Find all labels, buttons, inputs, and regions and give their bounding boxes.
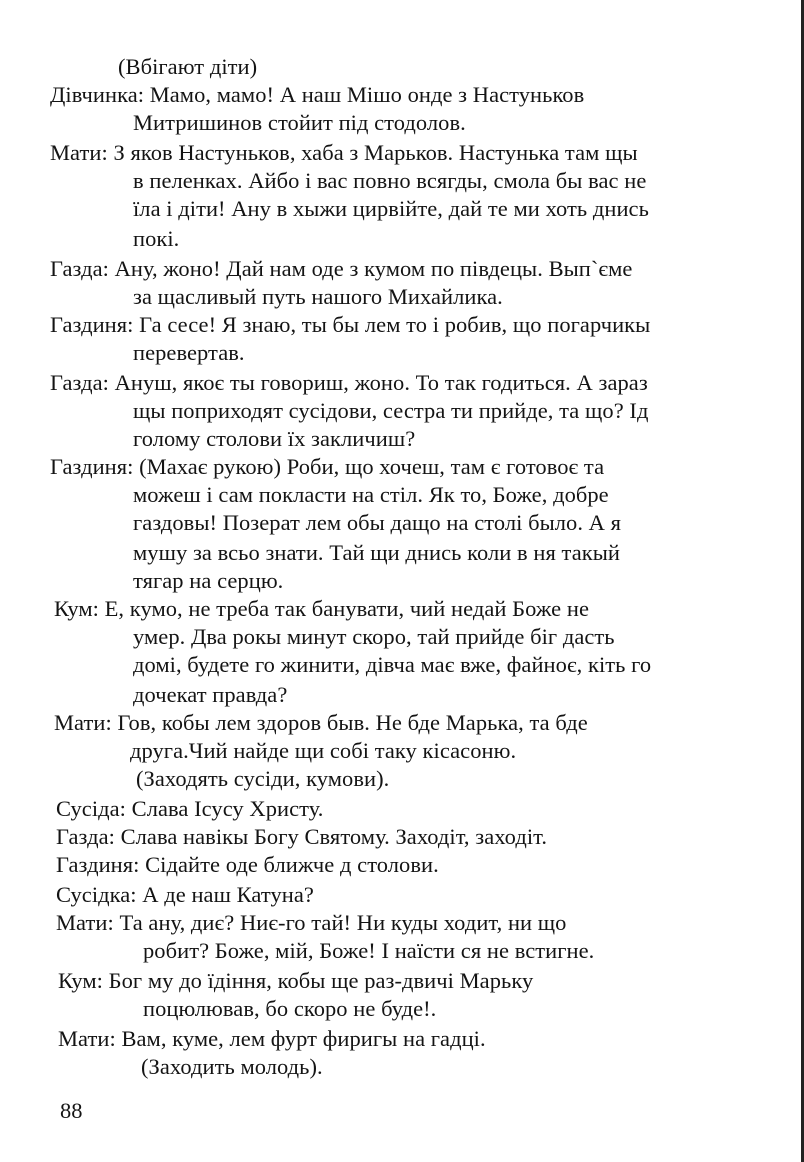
dialogue-line: Газда: Ану, жоно! Дай нам оде з кумом по півдецы. Вып`єме [50,256,633,281]
dialogue-line: мушу за всьо знати. Тай щи днись коли в ня такый [133,540,620,565]
dialogue-line: Митришинов стойит під стодолов. [133,110,466,135]
dialogue-line: щы поприходят сусідови, сестра ти прийде, та що? Ід [133,398,649,423]
dialogue-line: поцюлював, бо скоро не буде!. [143,996,437,1021]
stage-direction: (Заходить молодь). [141,1054,323,1079]
page-number: 88 [60,1098,83,1123]
dialogue-line: голому столови їх закличиш? [133,426,416,451]
dialogue-line: Дівчинка: Мамо, мамо! А наш Мішо онде з Настуньков [50,82,585,107]
dialogue-line: друга.Чий найде щи собі таку кісасоню. [130,738,517,763]
dialogue-line: Газдиня: Га сесе! Я знаю, ты бы лем то і робив, що погарчикы [50,312,651,337]
dialogue-line: Кум: Е, кумо, не треба так банувати, чий недай Боже не [54,596,590,621]
dialogue-line: в пеленках. Айбо і вас повно всягды, смола бы вас не [133,168,647,193]
dialogue-line: Газдиня: Сідайте оде ближче д столови. [56,852,439,877]
dialogue-line: умер. Два рокы минут скоро, тай прийде біг дасть [133,624,615,649]
stage-direction: (Вбігают діти) [118,54,258,79]
dialogue-line: Сусідка: А де наш Катуна? [56,882,314,907]
dialogue-line: можеш і сам покласти на стіл. Як то, Боже, добре [133,482,609,507]
stage-direction: (Заходять сусіди, кумови). [136,766,390,791]
dialogue-line: газдовы! Позерат лем обы дащо на столі было. А я [133,510,622,535]
dialogue-line: Газдиня: (Махає рукою) Роби, що хочеш, там є готовоє та [50,454,605,479]
dialogue-line: домі, будете го жинити, дівча має вже, файноє, кіть го [133,652,652,677]
dialogue-line: їла і діти! Ану в хыжи цирвійте, дай те ми хоть днись [133,196,649,221]
dialogue-line: Газда: Ануш, якоє ты говориш, жоно. То так годиться. А зараз [50,370,648,395]
dialogue-line: тягар на серцю. [133,568,284,593]
dialogue-line: Мати: З яков Настуньков, хаба з Марьков. Настунька там щы [50,140,638,165]
dialogue-line: дочекат правда? [133,682,288,707]
dialogue-line: робит? Боже, мій, Боже! І наїсти ся не встигне. [143,938,595,963]
dialogue-line: Сусіда: Слава Ісусу Христу. [56,796,324,821]
dialogue-line: Газда: Слава навікы Богу Святому. Заходіт, заходіт. [56,824,547,849]
dialogue-line: перевертав. [133,340,245,365]
dialogue-line: Кум: Бог му до їдіння, кобы ще раз-двичі Марьку [58,968,534,993]
dialogue-line: за щасливый путь нашого Михайлика. [133,284,503,309]
dialogue-line: Мати: Вам, куме, лем фурт фиригы на гадці. [58,1026,486,1051]
dialogue-line: покі. [133,226,180,251]
dialogue-line: Мати: Гов, кобы лем здоров быв. Не бде Марька, та бде [54,710,588,735]
dialogue-line: Мати: Та ану, диє? Ниє-го тай! Ни куды ходит, ни що [56,910,567,935]
